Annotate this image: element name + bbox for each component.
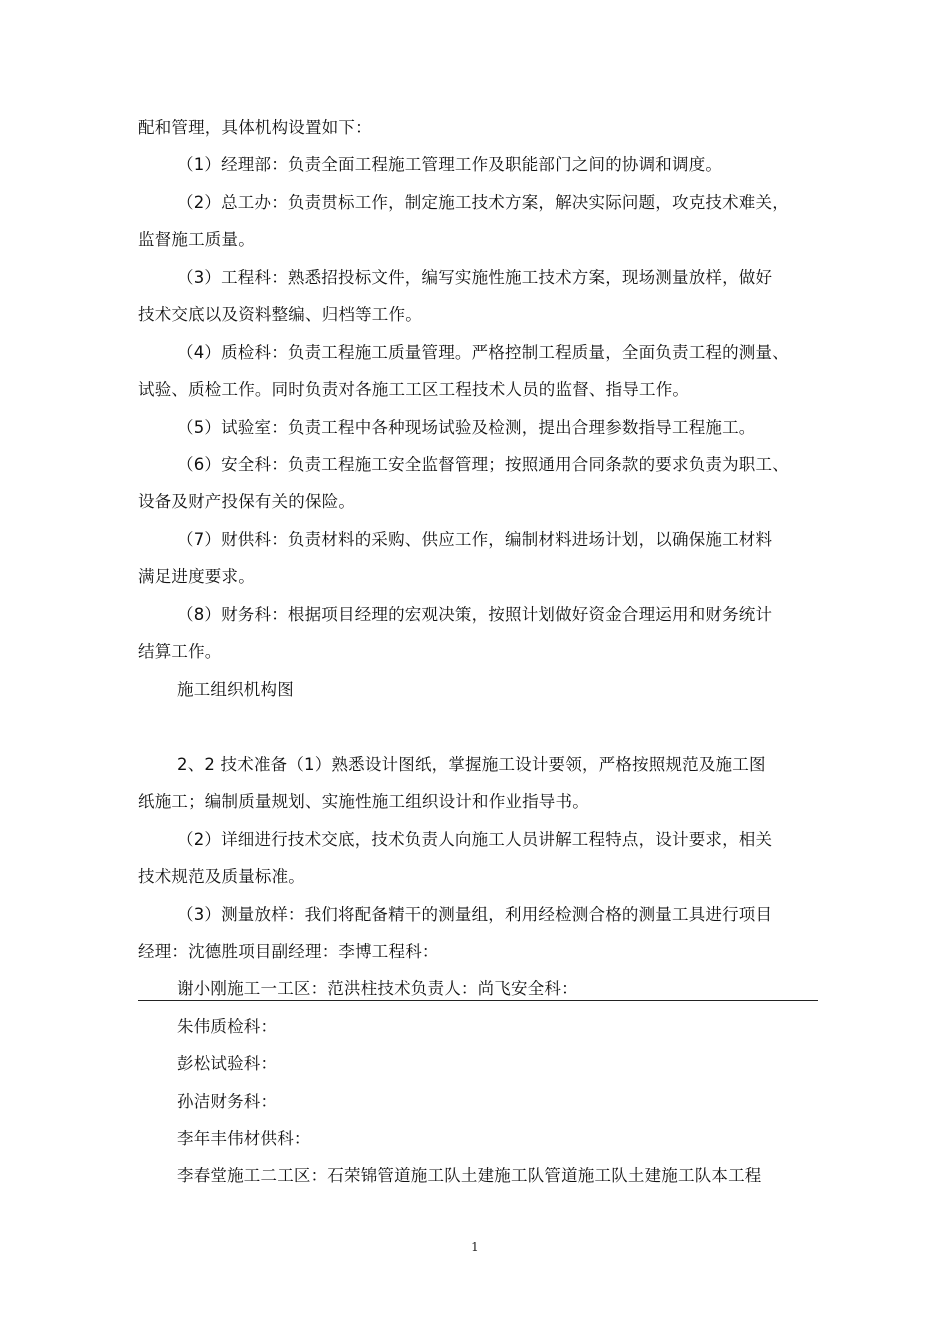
paragraph-finance-line2: 结算工作。 xyxy=(138,642,222,661)
paragraph-tech-prep-line2: 纸施工；编制质量规划、实施性施工组织设计和作业指导书。 xyxy=(138,792,589,811)
paragraph-intro: 配和管理，具体机构设置如下： xyxy=(138,118,372,137)
org-chart-title: 施工组织机构图 xyxy=(177,680,294,699)
paragraph-quality-line2: 试验、质检工作。同时负责对各施工工区工程技术人员的监督、指导工作。 xyxy=(138,380,690,399)
org-line: 李春堂施工二工区：石荣锦管道施工队土建施工队管道施工队土建施工队本工程 xyxy=(177,1166,762,1185)
paragraph-survey-line2: 经理：沈德胜项目副经理：李博工程科： xyxy=(138,942,439,961)
paragraph-supply-line1: （7）财供科：负责材料的采购、供应工作，编制材料进场计划，以确保施工材料 xyxy=(177,530,773,549)
paragraph-engineering-line2: 技术交底以及资料整编、归档等工作。 xyxy=(138,305,422,324)
paragraph-finance-line1: （8）财务科：根据项目经理的宏观决策，按照计划做好资金合理运用和财务统计 xyxy=(177,605,773,624)
paragraph-disclosure-line2: 技术规范及质量标准。 xyxy=(138,867,305,886)
org-line: 彭松试验科： xyxy=(177,1054,278,1073)
org-line: 孙洁财务科： xyxy=(177,1092,278,1111)
paragraph-supply-line2: 满足进度要求。 xyxy=(138,567,255,586)
horizontal-rule xyxy=(138,1000,818,1001)
paragraph-quality-line1: （4）质检科：负责工程施工质量管理。严格控制工程质量，全面负责工程的测量、 xyxy=(177,343,789,362)
paragraph-safety-line1: （6）安全科：负责工程施工安全监督管理；按照通用合同条款的要求负责为职工、 xyxy=(177,455,789,474)
paragraph-chief-engineer-line1: （2）总工办：负责贯标工作，制定施工技术方案，解决实际问题，攻克技术难关， xyxy=(177,193,789,212)
paragraph-lab: （5）试验室：负责工程中各种现场试验及检测，提出合理参数指导工程施工。 xyxy=(177,418,756,437)
page-number: 1 xyxy=(471,1240,479,1254)
paragraph-chief-engineer-line2: 监督施工质量。 xyxy=(138,230,255,249)
paragraph-engineering-line1: （3）工程科：熟悉招投标文件，编写实施性施工技术方案，现场测量放样，做好 xyxy=(177,268,773,287)
paragraph-safety-line2: 设备及财产投保有关的保险。 xyxy=(138,492,356,511)
paragraph-tech-prep-line1: 2、2 技术准备（1）熟悉设计图纸，掌握施工设计要领，严格按照规范及施工图 xyxy=(177,755,766,774)
paragraph-manager-dept: （1）经理部：负责全面工程施工管理工作及职能部门之间的协调和调度。 xyxy=(177,155,723,174)
paragraph-disclosure-line1: （2）详细进行技术交底，技术负责人向施工人员讲解工程特点，设计要求，相关 xyxy=(177,830,773,849)
org-line: 朱伟质检科： xyxy=(177,1017,278,1036)
org-line: 李年丰伟材供科： xyxy=(177,1129,311,1148)
org-line: 谢小刚施工一工区：范洪柱技术负责人：尚飞安全科： xyxy=(177,979,578,998)
paragraph-survey-line1: （3）测量放样：我们将配备精干的测量组，利用经检测合格的测量工具进行项目 xyxy=(177,905,773,924)
